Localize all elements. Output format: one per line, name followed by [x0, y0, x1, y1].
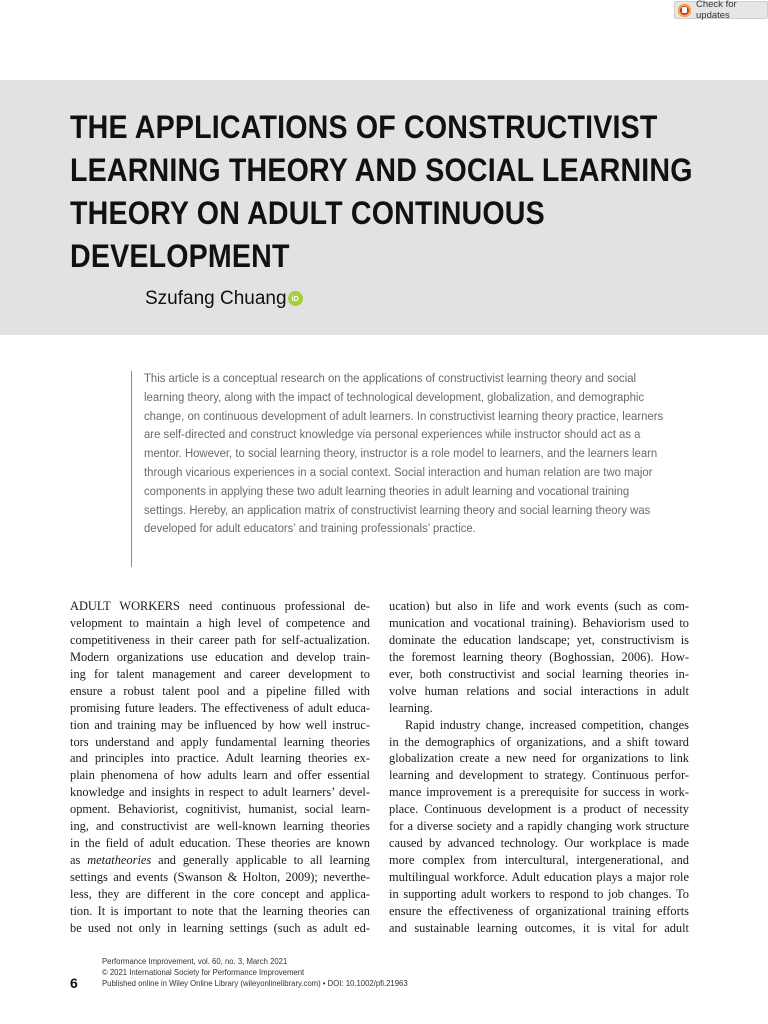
body-line: and principles into practice. Adult learning theories ex- — [70, 751, 370, 766]
body-line: in the demographics of organizations, and a shift toward — [389, 734, 689, 749]
body-line: the foremost learning theory (Boghossian, 2006). How- — [389, 649, 689, 664]
abstract-line: This article is a conceptual research on the applications of constructivist learning theory and social — [144, 371, 637, 385]
body-line: competitiveness in their career path for self-actualization. — [70, 632, 370, 647]
italic-term: metatheories — [87, 853, 152, 868]
body-line: tors understand and apply fundamental learning theories — [70, 734, 370, 749]
abstract-line: components in applying these two adult learning theories in adult learning and vocational training — [144, 483, 630, 498]
body-line-rest: and generally applicable to all learning — [158, 853, 370, 868]
author-byline — [145, 288, 303, 310]
body-line: ADULT WORKERS need continuous professional de- — [70, 599, 370, 613]
abstract-line: developed for adult educators’ and training professionals’ practice. — [144, 521, 476, 536]
check-for-updates-label: Check for updates — [696, 0, 737, 21]
abstract-line: settings. Hereby, an application matrix of constructivist learning theory and social learning theory was — [144, 502, 651, 517]
body-line: ucation) but also in life and work events (such as com- — [389, 599, 689, 613]
page-footer — [102, 956, 408, 990]
body-line: learning. — [389, 700, 433, 715]
footer-copyright: © 2021 International Society for Performance Improvement — [102, 967, 305, 978]
crossmark-icon — [678, 4, 691, 17]
body-line: Rapid industry change, increased competition, changes — [405, 717, 689, 732]
abstract-line: through vicarious experiences in a social context. Social interaction and human relation are two major — [144, 464, 653, 479]
body-line: in the field of adult education. These theories are known — [70, 836, 370, 851]
body-line: and sustainable learning outcomes, it is vital for adult — [389, 920, 689, 935]
body-line: ensure a robust talent pool and a pipeline filled with — [70, 683, 370, 698]
body-line: for a diverse society and a rapidly changing work structure — [389, 819, 689, 834]
body-line: learning and development to strategy. Continuous perfor- — [389, 768, 689, 783]
body-line: ever, both constructivist and social learning theories in- — [389, 666, 689, 681]
body-line: velopment to maintain a high level of competence and — [70, 615, 370, 630]
body-line: less, they are different in the core concept and applica- — [70, 886, 370, 901]
body-line: knowledge and insights in respect to adult learners’ devel- — [70, 785, 370, 800]
check-for-updates-button[interactable] — [674, 1, 768, 19]
abstract — [131, 371, 691, 567]
orcid-icon[interactable]: iD — [288, 291, 303, 306]
body-line: multilingual workforce. Adult education plays a major role — [389, 870, 689, 884]
body-line: caused by advanced technology. Our workplace is made — [389, 836, 689, 851]
body-line: in supporting adult workers to respond to job changes. To — [389, 886, 689, 901]
body-column-left — [70, 598, 370, 937]
body-line: tion and training may be influenced by how well instruc- — [70, 717, 370, 732]
body-line: ensure the effectiveness of organizational training efforts — [389, 903, 689, 918]
abstract-line: learning theory, along with the impact of technological development, globalization, and demographic — [144, 389, 645, 404]
body-line: mance improvement is a prerequisite for success in work- — [389, 785, 689, 800]
title-line: DEVELOPMENT — [70, 238, 290, 274]
abstract-line: change, on continuous development of adult learners. In constructivist learning theory practice, learners — [144, 408, 664, 423]
body-line: ing, and constructivist are well-known learning theories — [70, 819, 370, 834]
body-line: place. Continuous development is a product of necessity — [389, 802, 689, 817]
body-line: opment. Behaviorist, cognitivist, humanist, social learn- — [70, 802, 370, 817]
body-line: be used not only in learning settings (such as adult ed- — [70, 920, 370, 935]
body-column-right — [389, 598, 689, 937]
footer-journal: Performance Improvement, vol. 60, no. 3, March 2021 — [102, 956, 288, 966]
body-line: tion. It is important to note that the learning theories can — [70, 903, 370, 918]
title-line: LEARNING THEORY AND SOCIAL LEARNING — [70, 152, 693, 188]
title-line: THEORY ON ADULT CONTINUOUS — [70, 195, 545, 231]
body-line: munication and vocational training). Behaviorism used to — [389, 615, 689, 630]
author-name: Szufang Chuang — [145, 288, 287, 309]
body-line-prefix: as — [70, 853, 88, 868]
body-line: volve human relations and social interactions in adult — [389, 683, 689, 698]
body-line: promising future leaders. The effectiveness of adult educa- — [70, 700, 370, 715]
body-line: more complex from intercultural, intergenerational, and — [389, 853, 689, 868]
footer-published: Published online in Wiley Online Library (wileyonlinelibrary.com) • DOI: 10.1002/pfi.21963 — [102, 978, 408, 989]
body-line — [70, 852, 370, 869]
body-line: globalization create a new need for organizations to link — [389, 751, 689, 766]
abstract-line: mentor. However, to social learning theory, instructor is a role model to learners, and the learners learn — [144, 446, 658, 461]
abstract-line: are self-directed and construct knowledge via personal experiences while instructor should act as a — [144, 427, 641, 442]
body-line: Modern organizations use education and develop train- — [70, 649, 370, 664]
body-line: plain phenomena of how adults learn and offer essential — [70, 768, 370, 783]
body-line: settings and events (Swanson & Holton, 2009); neverthe- — [70, 870, 370, 884]
article-title — [70, 106, 693, 278]
body-line: ing for talent management and career development to — [70, 666, 370, 681]
body-line: dominate the education landscape; yet, constructivism is — [389, 632, 689, 647]
page-number: 6 — [70, 975, 78, 991]
title-line: THE APPLICATIONS OF CONSTRUCTIVIST — [70, 109, 658, 145]
